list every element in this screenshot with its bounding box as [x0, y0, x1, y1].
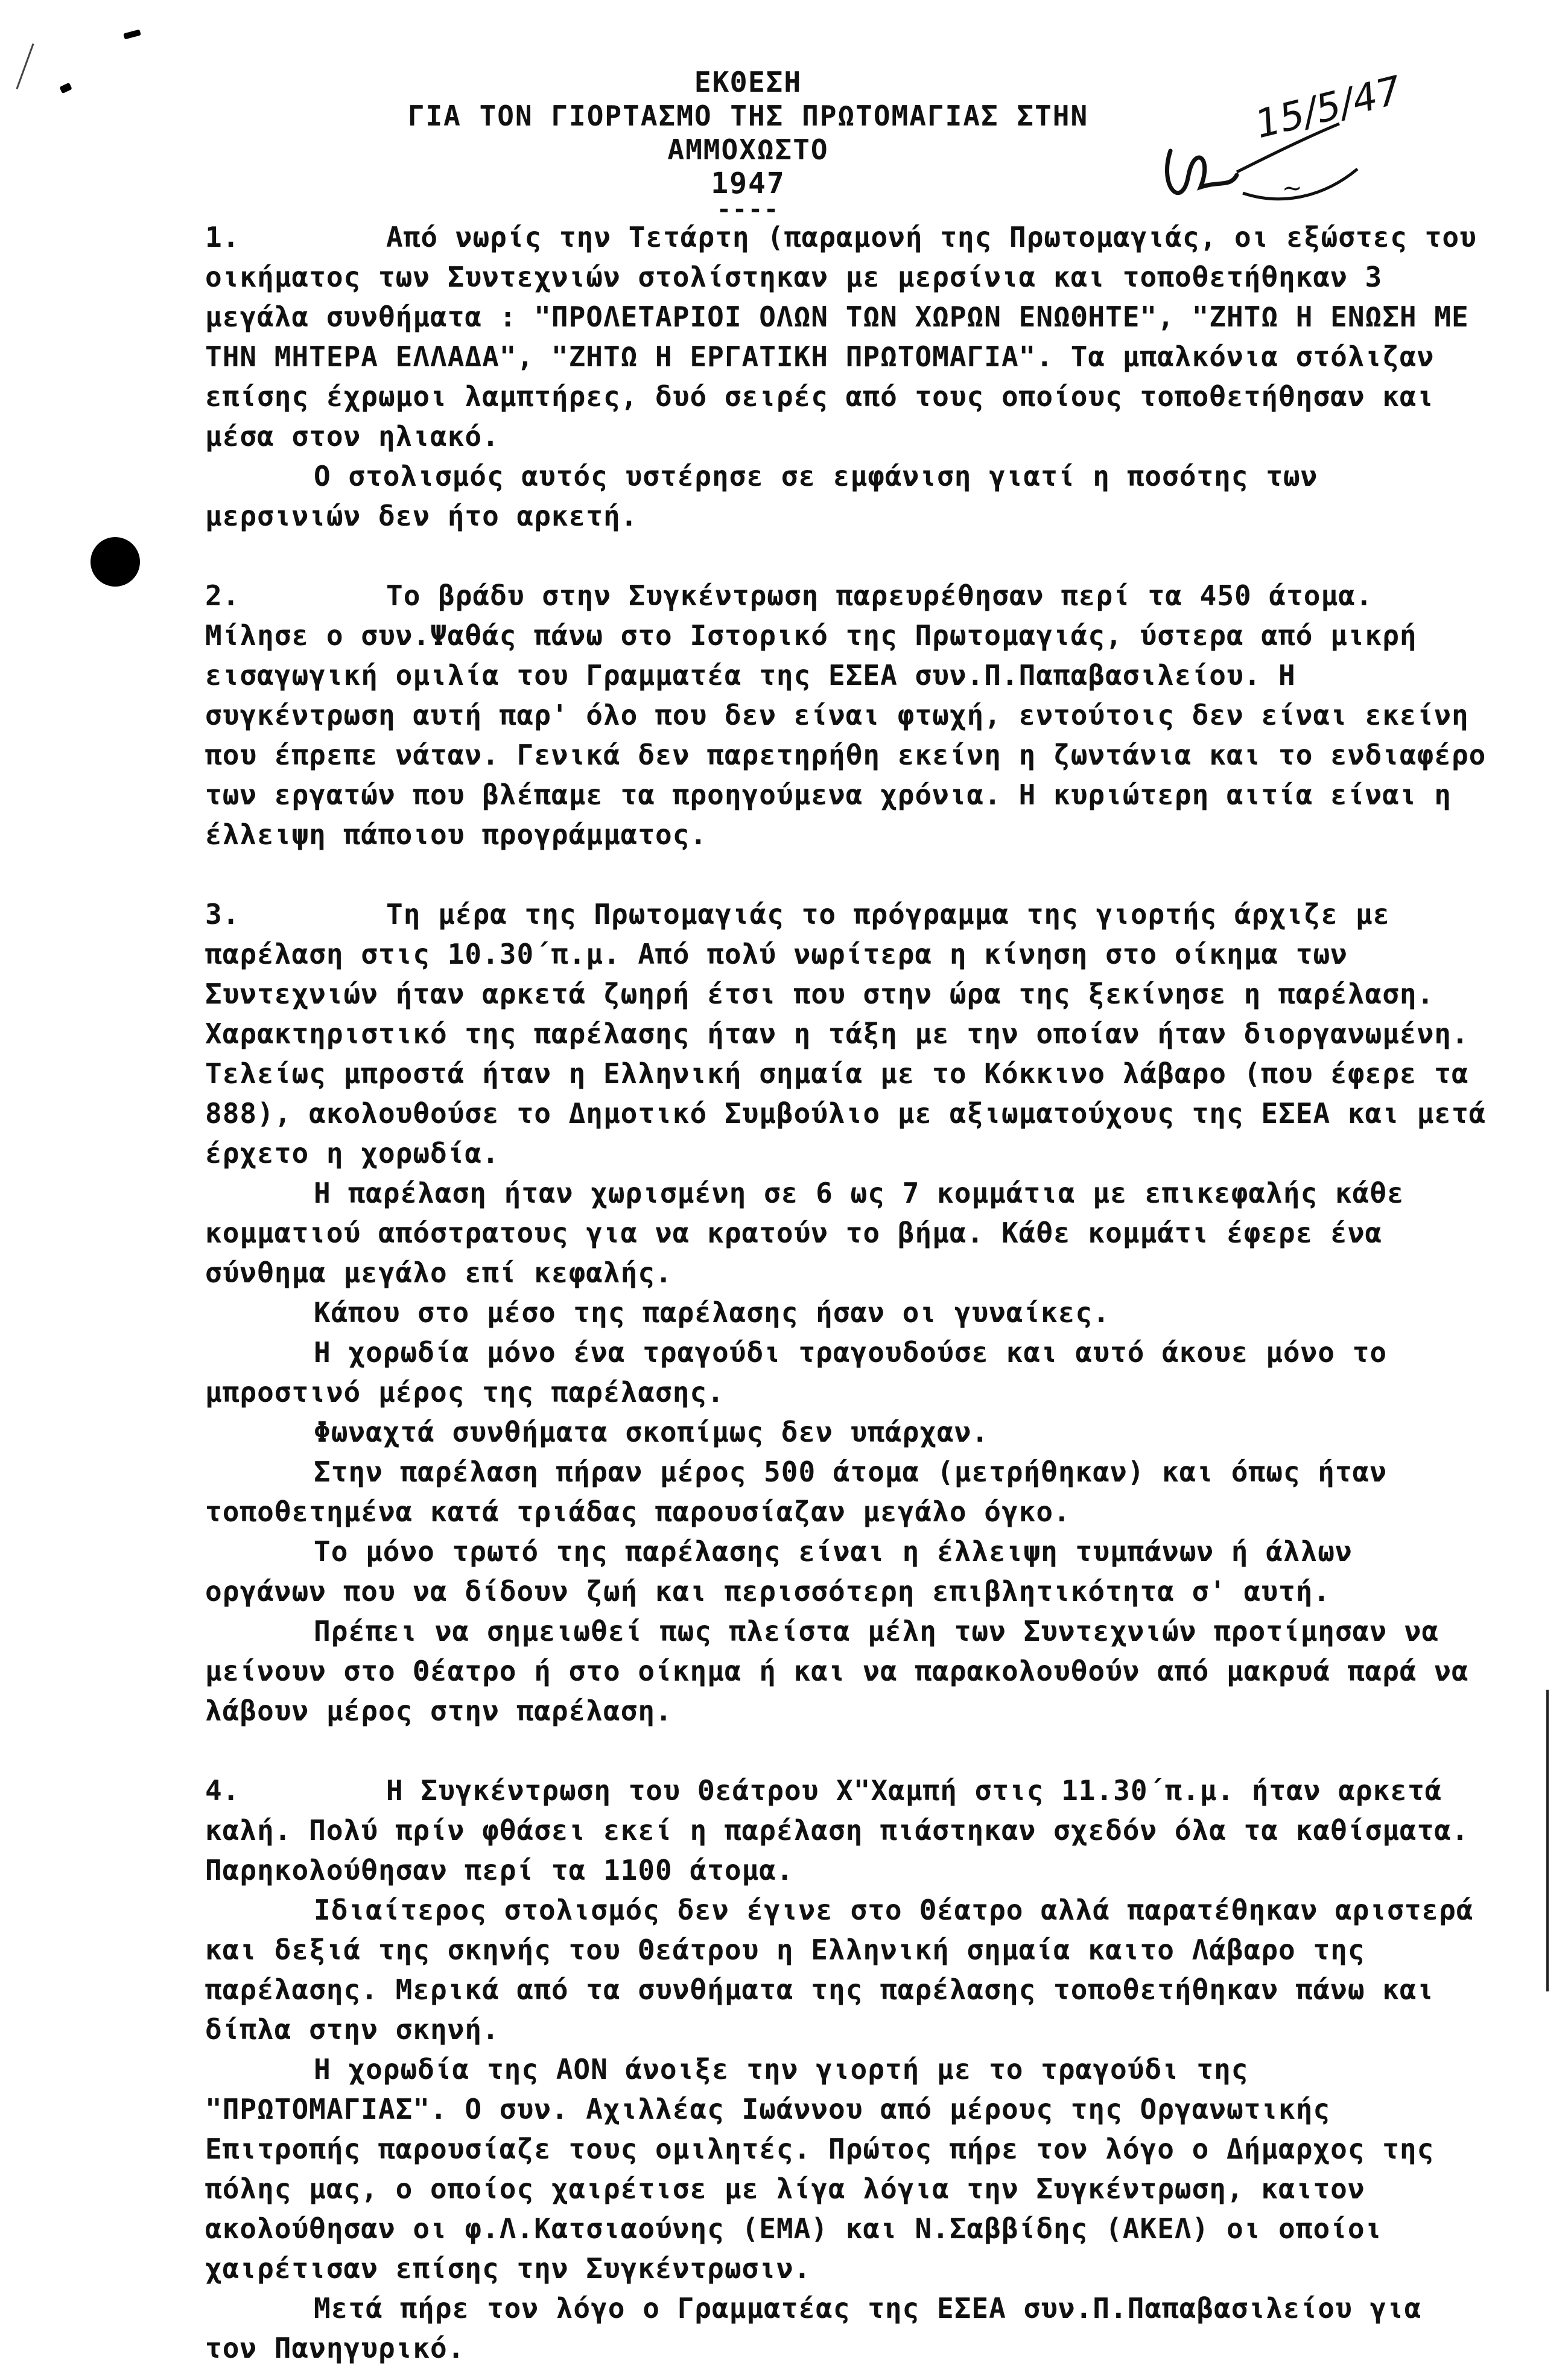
section-number: 3. [205, 898, 240, 931]
page-edge-line [1546, 1690, 1549, 1991]
header-year: 1947 [711, 167, 786, 200]
continuation-text: Στην παρέλαση πήραν μέρος 500 άτομα (μετρήθηκαν) και όπως ήταν τοποθετημένα κατά τριάδας παρουσίαζαν μεγάλο όγκο. [205, 1456, 1388, 1528]
ink-mark [16, 43, 34, 89]
section-number: 4. [205, 1774, 240, 1807]
section-continuation [205, 1293, 1490, 1332]
section-number: 2. [205, 579, 240, 612]
section-continuation [205, 1452, 1490, 1532]
continuation-text: Η παρέλαση ήταν χωρισμένη σε 6 ως 7 κομμάτια με επικεφαλής κάθε κομματιού απόστρατους για να κρατούν το βήμα. Κάθε κομμάτι έφερε ένα σύνθημα μεγάλο επί κεφαλής. [205, 1177, 1405, 1289]
continuation-text: Ιδιαίτερος στολισμός δεν έγινε στο Θέατρο αλλά παρατέθηκαν αριστερά και δεξιά της σκηνής του Θεάτρου η Ελληνική σημαία καιτο Λάβαρο της παρέλασης. Μερικά από τα συνθήματα της παρέλασης τοποθετήθηκαν πάνω και δίπλα στην σκηνή. [205, 1894, 1474, 2046]
section-continuation [205, 1532, 1490, 1611]
section-continuation [205, 1890, 1490, 2049]
header-divider: ---- [716, 196, 780, 223]
annotation-date: 15/5/47 [1251, 68, 1400, 148]
section-continuation [205, 456, 1490, 536]
section-text: Η Συγκέντρωση του Θεάτρου Χ"Χαμπή στις 11.30΄π.μ. ήταν αρκετά καλή. Πολύ πρίν φθάσει εκεί η παρέλαση πιάστηκαν σχεδόν όλα τα καθίσματα. Παρηκολούθησαν περί τα 1100 άτομα. [205, 1774, 1469, 1886]
section-continuation [205, 1332, 1490, 1412]
section-paragraph [205, 894, 1490, 1173]
header-place: ΑΜΜΟΧΩΣΤΟ [667, 133, 829, 166]
header-title: ΕΚΘΕΣΗ [694, 66, 802, 98]
section-continuation [205, 1412, 1490, 1452]
continuation-text: Κάπου στο μέσο της παρέλασης ήσαν οι γυναίκες. [314, 1296, 1110, 1329]
section-continuation [205, 2288, 1490, 2368]
section-number: 1. [205, 221, 240, 253]
section-paragraph [205, 1771, 1490, 1890]
ink-mark [123, 30, 141, 40]
section-text: Το βράδυ στην Συγκέντρωση παρευρέθησαν περί τα 450 άτομα. Μίλησε ο συν.Ψαθάς πάνω στο Ιστορικό της Πρωτομαγιάς, ύστερα από μικρή εισαγωγική ομιλία του Γραμματέα της ΕΣΕΑ συν.Π.Παπαβασιλείου. Η συγκέντρωση αυτή παρ' όλο που δεν είναι φτωχή, εντούτοις δεν είναι εκείνη που έπρεπε νάταν. Γενικά δεν παρετηρήθη εκείνη η ζωντάνια και το ενδιαφέρο των εργατών που βλέπαμε τα προηγούμενα χρόνια. Η κυριώτερη αιτία είναι η έλλειψη πάποιου προγράμματος. [205, 579, 1487, 851]
continuation-text: Ο στολισμός αυτός υστέρησε σε εμφάνιση γιατί η ποσότης των μερσινιών δεν ήτο αρκετή. [205, 460, 1318, 532]
continuation-text: Η χορωδία μόνο ένα τραγούδι τραγουδούσε και αυτό άκουε μόνο το μπροστινό μέρος της παρέλασης. [205, 1336, 1388, 1408]
ink-mark [59, 83, 72, 94]
continuation-text: Μετά πήρε τον λόγο ο Γραμματέας της ΕΣΕΑ συν.Π.Παπαβασιλείου για τον Πανηγυρικό. [205, 2292, 1422, 2364]
section-continuation [205, 1611, 1490, 1731]
section-paragraph [205, 217, 1490, 456]
continuation-text: Πρέπει να σημειωθεί πως πλείστα μέλη των Συντεχνιών προτίμησαν να μείνουν στο Θέατρο ή στο οίκημα ή και να παρακολουθούν από μακρυά παρά να λάβουν μέρος στην παρέλαση. [205, 1615, 1469, 1727]
document-header [338, 65, 1158, 223]
continuation-text: Η χορωδία της ΑΟΝ άνοιξε την γιορτή με το τραγούδι της "ΠΡΩΤΟΜΑΓΙΑΣ". Ο συν. Αχιλλέας Ιωάννου από μέρους της Οργανωτικής Επιτροπής παρουσίαζε τους ομιλητές. Πρώτος πήρε τον λόγο ο Δήμαρχος της πόλης μας, ο οποίος χαιρέτισε με λίγα λόγια την Συγκέντρωση, καιτον ακολούθησαν οι φ.Λ.Κατσιαούνης (ΕΜΑ) και Ν.Σαββίδης (ΑΚΕΛ) οι οποίοι χαιρέτισαν επίσης την Συγκέντρωσιν. [205, 2053, 1435, 2285]
section-continuation [205, 2049, 1490, 2288]
handwritten-date-annotation [1146, 66, 1400, 226]
continuation-text: Φωναχτά συνθήματα σκοπίμως δεν υπάρχαν. [314, 1416, 989, 1448]
section-text: Από νωρίς την Τετάρτη (παραμονή της Πρωτομαγιάς, οι εξώστες του οικήματος των Συντεχνιών στολίστηκαν με μερσίνια και τοποθετήθηκαν 3 μεγάλα συνθήματα : "ΠΡΟΛΕΤΑΡΙΟΙ ΟΛΩΝ ΤΩΝ ΧΩΡΩΝ ΕΝΩΘΗΤΕ", "ΖΗΤΩ Η ΕΝΩΣΗ ΜΕ ΤΗΝ ΜΗΤΕΡΑ ΕΛΛΑΔΑ", "ΖΗΤΩ Η ΕΡΓΑΤΙΚΗ ΠΡΩΤΟΜΑΓΙΑ". Τα μπαλκόνια στόλιζαν επίσης έχρωμοι λαμπτήρες, δυό σειρές από τους οποίους τοποθετήθησαν και μέσα στον ηλιακό. [205, 221, 1477, 453]
continuation-text: Το μόνο τρωτό της παρέλασης είναι η έλλειψη τυμπάνων ή άλλων οργάνων που να δίδουν ζωή και περισσότερη επιβλητικότητα σ' αυτή. [205, 1535, 1353, 1608]
section-continuation [205, 1173, 1490, 1293]
section-text: Τη μέρα της Πρωτομαγιάς το πρόγραμμα της γιορτής άρχιζε με παρέλαση στις 10.30΄π.μ. Από πολύ νωρίτερα η κίνηση στο οίκημα των Συντεχνιών ήταν αρκετά ζωηρή έτσι που στην ώρα της ξεκίνησε η παρέλαση. Χαρακτηριστικό της παρέλασης ήταν η τάξη με την οποίαν ήταν διοργανωμένη. Τελείως μπροστά ήταν η Ελληνική σημαία με το Κόκκινο λάβαρο (που έφερε τα 888), ακολουθούσε το Δημοτικό Συμβούλιο με αξιωματούχους της ΕΣΕΑ και μετά έρχετο η χορωδία. [205, 898, 1487, 1170]
svg-text:~: ~ [1282, 174, 1303, 202]
punch-hole [90, 537, 140, 587]
document-body [205, 217, 1490, 2368]
header-subtitle: ΓΙΑ ΤΟΝ ΓΙΟΡΤΑΣΜΟ ΤΗΣ ΠΡΩΤΟΜΑΓΙΑΣ ΣΤΗΝ [407, 100, 1089, 132]
section-paragraph [205, 576, 1490, 855]
